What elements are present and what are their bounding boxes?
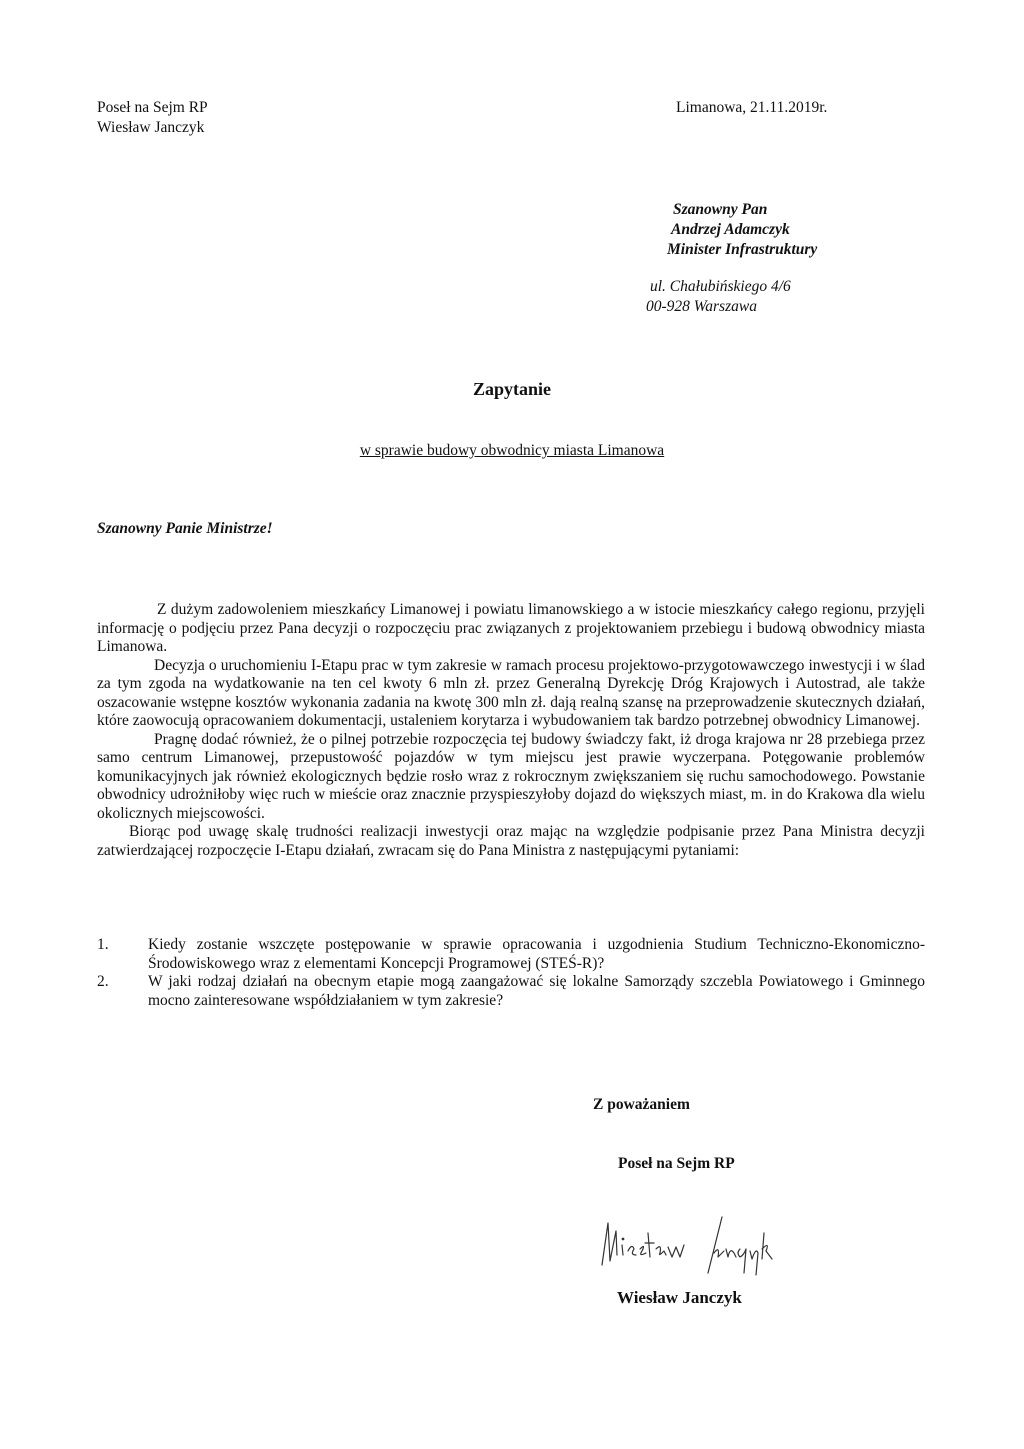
questions-list <box>97 936 925 1010</box>
address-city: 00-928 Warszawa <box>646 298 757 315</box>
recipient-greeting: Szanowny Pan <box>673 201 768 218</box>
body-paragraph: Biorąc pod uwagę skalę trudności realizacji inwestycji oraz mając na względzie podpisanie przez Pana Ministra decyzji zatwierdzającej rozpoczęcie I-Etapu działań, zwracam się do Pana Ministra z następującymi pytaniami: <box>97 823 925 859</box>
question-number: 2. <box>97 973 109 990</box>
question-text: W jaki rodzaj działań na obecnym etapie mogą zaangażować się lokalne Samorządy szczebla Powiatowego i Gminnego mocno zainteresowane współdziałaniem w tym zakresie? <box>148 973 925 1009</box>
sender-title: Poseł na Sejm RP <box>97 99 208 116</box>
salutation: Szanowny Panie Ministrze! <box>97 520 273 537</box>
signatory-name: Wiesław Janczyk <box>617 1288 742 1307</box>
recipient-name: Andrzej Adamczyk <box>671 221 790 238</box>
body-paragraph: Pragnę dodać również, że o pilnej potrzebie rozpoczęcia tej budowy świadczy fakt, iż droga krajowa nr 28 przebiega przez samo centrum Limanowej, przepustowość pojazdów w tym miejscu jest prawie wyczerpana. Potęgowanie problemów komunikacyjnych jak również ekologicznych będzie rosło wraz z rokrocznym zwiększaniem się ruchu samochodowego. Powstanie obwodnicy udrożniłoby więc ruch w mieście oraz znacznie przyspieszyłoby dojazd do większych miast, m. in do Krakowa dla wielu okolicznych miejscowości. <box>97 730 925 822</box>
document-title: Zapytanie <box>472 379 551 399</box>
closing-phrase: Z poważaniem <box>593 1096 690 1113</box>
letter-body <box>97 601 925 860</box>
sender-block <box>97 98 208 138</box>
question-item <box>97 936 925 973</box>
body-paragraph: Decyzja o uruchomieniu I-Etapu prac w tym zakresie w ramach procesu projektowo-przygotowawczego inwestycji i w ślad za tym zgoda na wydatkowanie na ten cel kwoty 6 mln zł. przez Generalną Dyrekcję Dróg Krajowych i Autostrad, ale także oszacowanie wstępne kosztów wykonania zadania na kwotę 300 mln zł. dają realną szansę na przeprowadzenie skutecznych działań, które zaowocują opracowaniem dokumentacji, ustaleniem korytarza i wybudowaniem tak bardzo potrzebnej obwodnicy Limanowej. <box>97 656 925 729</box>
letter-date: Limanowa, 21.11.2019r. <box>676 99 828 116</box>
handwritten-signature-icon <box>590 1203 790 1283</box>
address-street: ul. Chałubińskiego 4/6 <box>650 278 791 295</box>
document-subject: w sprawie budowy obwodnicy miasta Limanowa <box>359 442 665 459</box>
question-number: 1. <box>97 936 109 953</box>
question-item <box>97 973 925 1010</box>
body-paragraph: Z dużym zadowoleniem mieszkańcy Limanowej i powiatu limanowskiego a w istocie mieszkańcy całego regionu, przyjęli informację o podjęciu przez Pana decyzji o rozpoczęciu prac związanych z projektowaniem przebiegu i budową obwodnicy miasta Limanowa. <box>97 601 925 655</box>
recipient-block <box>657 200 817 260</box>
recipient-address <box>646 277 791 317</box>
question-text: Kiedy zostanie wszczęte postępowanie w sprawie opracowania i uzgodnienia Studium Techniczno-Ekonomiczno-Środowiskowego wraz z elementami Koncepcji Programowej (STEŚ-R)? <box>148 936 925 972</box>
signatory-title: Poseł na Sejm RP <box>618 1155 735 1172</box>
sender-name: Wiesław Janczyk <box>97 119 205 136</box>
recipient-position: Minister Infrastruktury <box>667 241 818 258</box>
